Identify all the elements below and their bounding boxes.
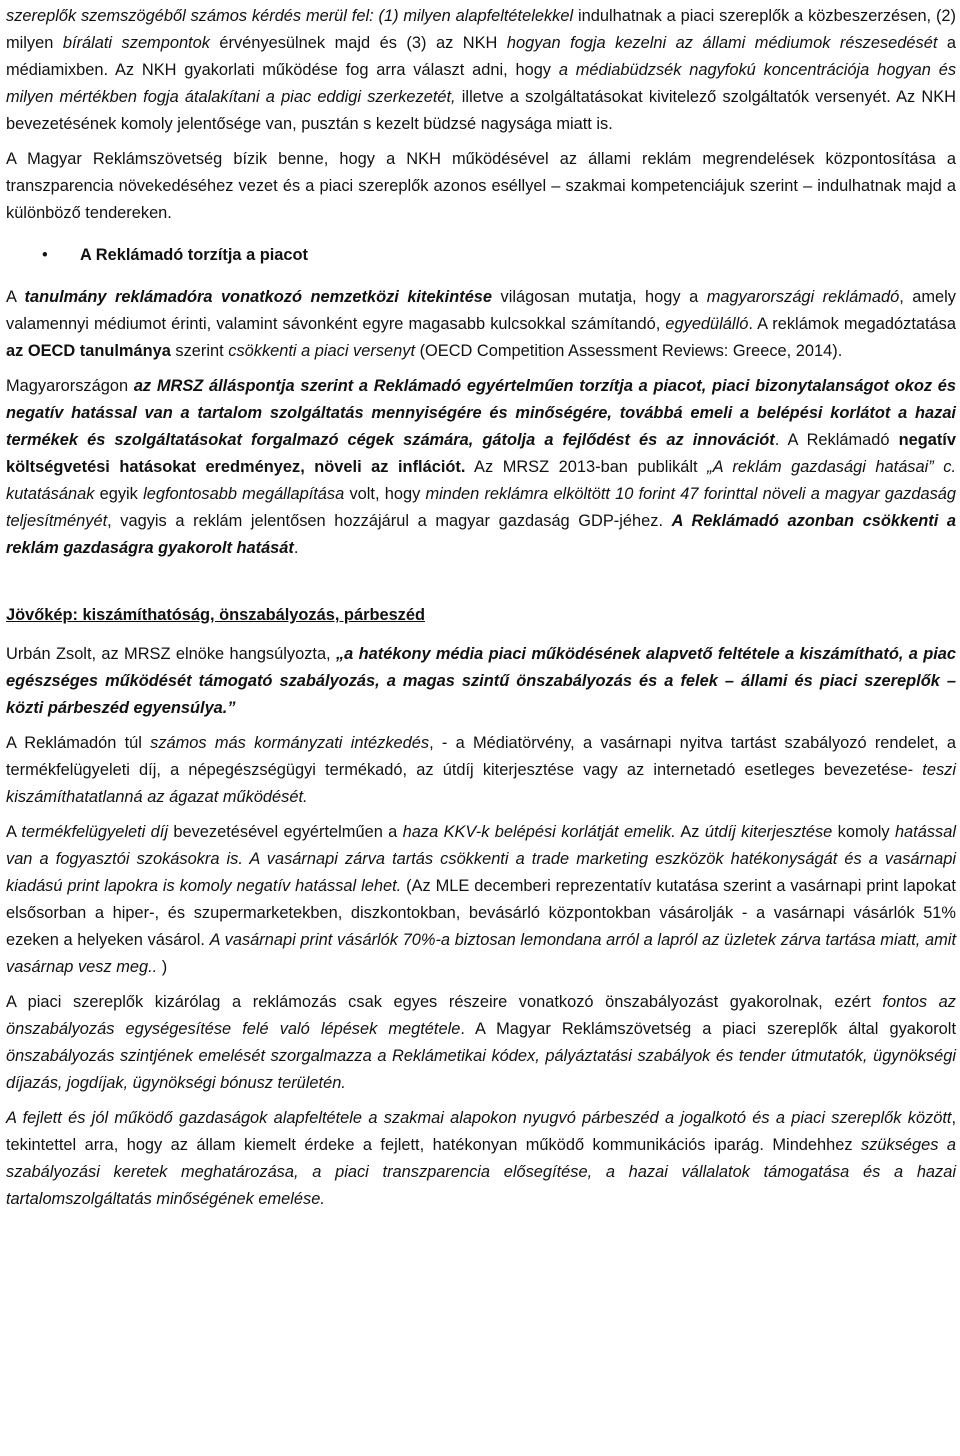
text-run: . <box>293 539 299 557</box>
text-run: legfontosabb megállapítása <box>143 485 345 503</box>
text-run: (OECD Competition Assessment Reviews: Greece, 2014). <box>415 342 843 360</box>
text-run: , vagyis a reklám jelentősen hozzájárul a magyar gazdaság GDP-jéhez. <box>107 512 672 530</box>
text-run: A vasárnapi print vásárlók 70%-a biztosan lemondana arról a lapról az üzletek zárva tartása miatt, amit vasárnap vesz meg.. <box>6 931 956 976</box>
paragraph-oecd-study <box>6 284 956 365</box>
text-run: érvényesülnek majd és (3) az NKH <box>209 34 507 52</box>
document-page <box>6 0 956 1213</box>
text-run: ) <box>157 958 168 976</box>
text-run: a médiabüdzsék nagyfokú koncentrációja hogyan és milyen mértékben fogja átalakítani a piac eddigi szerkezetét, <box>6 61 957 106</box>
text-run: volt, hogy <box>344 485 426 503</box>
text-run: A Magyar Reklámszövetség bízik benne, hogy a NKH működésével az állami reklám megrendelések központosítása a transzparencia növekedéséhez vezet és a piaci szereplők azonos eséllyel – szakmai kompetenciájuk szerint – indulhatnak majd a különböző tendereken. <box>6 150 956 222</box>
text-run: számos más kormányzati intézkedés <box>150 734 430 752</box>
text-run: fontos az önszabályozás egységesítése felé való lépések megtétele <box>6 993 956 1038</box>
text-run: A <box>6 823 22 841</box>
text-run: szereplők szemszögéből számos kérdés merül fel: (1) milyen alapfeltételekkel <box>6 7 574 25</box>
paragraph-self-regulation <box>6 989 956 1097</box>
text-run: . A Reklámadó <box>774 431 899 449</box>
text-run: haza KKV-k belépési korlátját emelik. <box>402 823 676 841</box>
text-run: termékfelügyeleti díj <box>21 823 168 841</box>
text-run: az MRSZ álláspontja szerint a Reklámadó egyértelműen torzítja a piacot, piaci bizonytalanságot okoz és negatív hatással van a tartalom szolgáltatás mennyiségére és minőségére, továbbá emeli a belépési korlátot a hazai termékek és szolgáltatásokat forgalmazó cégek számára, gátolja a fejlődést és az innovációt <box>6 377 956 449</box>
text-run: szükséges a szabályozási keretek meghatározása, a piaci transzparencia elősegítése, a hazai vállalatok támogatása és a hazai tartalomszolgáltatás minőségének emelése. <box>6 1136 956 1208</box>
text-run: negatív költségvetési hatásokat eredményez, növeli az inflációt. <box>6 431 956 476</box>
text-run: Az MRSZ 2013-ban publikált <box>465 458 708 476</box>
text-run: Urbán Zsolt, az MRSZ elnöke hangsúlyozta, <box>6 645 336 663</box>
text-run: , amely valamennyi médiumot érinti, valamint sávonként egyre magasabb kulcsokkal számítandó, <box>6 288 956 333</box>
text-run: „A reklám gazdasági hatásai” c. kutatásának <box>6 458 956 503</box>
text-run: (Az MLE decemberi reprezentatív kutatása szerint a vasárnapi print lapokat elsősorban a hiper-, és szupermarketekben, diszkontokban, bevásárló központokban vásárolják - a vasárnapi vásárlók 51% ezeken a helyeken vásárol. <box>6 877 956 949</box>
paragraph-dialogue <box>6 1105 956 1213</box>
paragraph-mrsz-position <box>6 373 956 562</box>
text-run: A Reklámadón túl <box>6 734 151 752</box>
bullet-heading: A Reklámadó torzítja a piacot <box>80 246 309 264</box>
text-run: A Reklámadó azonban csökkenti a reklám gazdaságra gyakorolt hatását <box>6 512 956 557</box>
paragraph-mrsz-nkh <box>6 146 956 227</box>
text-run: minden reklámra elköltött 10 forint 47 forinttal növeli a magyar gazdaság teljesítményét <box>6 485 956 530</box>
text-run: . A reklámok megadóztatása <box>748 315 956 333</box>
text-run: Az <box>675 823 705 841</box>
text-run: önszabályozás szintjének emelését szorgalmazza a Reklámetikai kódex, pályáztatási szabályok és tender útmutatók, ügynökségi díjazás, jogdíjak, ügynökségi bónusz területén. <box>6 1047 956 1092</box>
text-run: , - a Médiatörvény, a vasárnapi nyitva tartást szabályozó rendelet, a termékfelügyeleti díj, a népegészségügyi termékadó, az útdíj kiterjesztése vagy az internetadó esetleges bevezetése- <box>6 734 956 779</box>
text-run: bevezetésével egyértelműen a <box>167 823 403 841</box>
text-run: a médiamixben. Az NKH gyakorlati működése fog arra választ adni, hogy <box>6 34 957 79</box>
text-run: indulhatnak a piaci szereplők a közbeszerzésen, (2) milyen <box>6 7 956 52</box>
text-run: A <box>6 288 25 306</box>
paragraph-product-fee <box>6 819 956 981</box>
text-run: teszi kiszámíthatatlanná az ágazat működését. <box>6 761 956 806</box>
paragraph-urban-quote <box>6 641 956 722</box>
text-run: egyik <box>94 485 144 503</box>
text-run: „a hatékony média piaci működésének alapvető feltétele a kiszámítható, a piac egészséges működését támogató szabályozás, a magas szintű önszabályozás és a felek – állami és piaci szereplők – közti párbeszéd egyensúlya.” <box>6 645 957 717</box>
text-run: hogyan fogja kezelni az állami médiumok részesedését <box>506 34 938 52</box>
text-run: tanulmány reklámadóra vonatkozó nemzetközi kitekintése <box>24 288 493 306</box>
text-run: szerint <box>170 342 229 360</box>
bullet-icon: • <box>42 246 48 264</box>
text-run: , tekintettel arra, hogy az állam kiemelt érdeke a fejlett, hatékonyan működő kommunikációs iparág. Mindehhez <box>6 1109 956 1154</box>
text-run: útdíj kiterjesztése <box>704 823 833 841</box>
text-run: Magyarországon <box>6 377 134 395</box>
bullet-item <box>6 242 956 269</box>
text-run: csökkenti a piaci versenyt <box>228 342 416 360</box>
text-run: az OECD tanulmánya <box>6 342 171 360</box>
text-run: egyedülálló <box>665 315 749 333</box>
text-run: hatással van a fogyasztói szokásokra is. A vasárnapi zárva tartás csökkenti a trade marketing eszközök hatékonyságát és a vasárnapi kiadású print lapokra is komoly negatív hatással lehet. <box>6 823 956 895</box>
paragraph-nkh-questions <box>6 3 956 138</box>
text-run: A piaci szereplők kizárólag a reklámozás csak egyes részeire vonatkozó önszabályozást gyakorolnak, ezért <box>6 993 883 1011</box>
text-run: . A Magyar Reklámszövetség a piaci szereplők által gyakorolt <box>460 1020 956 1038</box>
paragraph-government-measures <box>6 730 956 811</box>
section-heading: Jövőkép: kiszámíthatóság, önszabályozás, párbeszéd <box>6 606 426 624</box>
text-run: illetve a szolgáltatásokat kivitelező szolgáltatók versenyét. Az NKH bevezetésének komoly jelentősége van, pusztán s kezelt büdzsé nagysága miatt is. <box>6 88 956 133</box>
text-run: világosan mutatja, hogy a <box>492 288 707 306</box>
text-run: komoly <box>832 823 895 841</box>
text-run: bírálati szempontok <box>62 34 210 52</box>
text-run: A fejlett és jól működő gazdaságok alapfeltétele a szakmai alapokon nyugvó párbeszéd a jogalkotó és a piaci szereplők között <box>6 1109 952 1127</box>
text-run: magyarországi reklámadó <box>706 288 900 306</box>
